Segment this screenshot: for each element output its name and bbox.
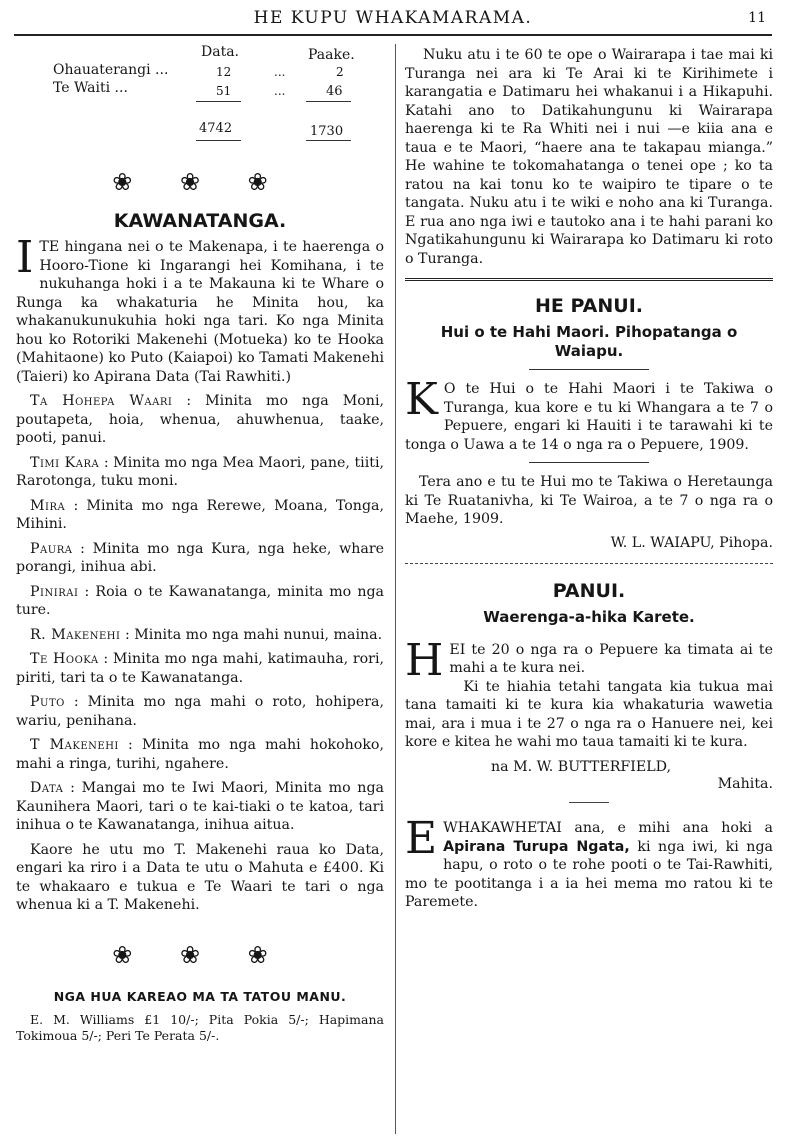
minister-name: T Makenehi xyxy=(30,737,119,753)
kawanatanga-heading: KAWANATANGA. xyxy=(113,210,287,232)
dropcap-letter: E xyxy=(405,813,438,864)
minister-name: Pinirai xyxy=(30,583,79,600)
panui-signature-title: Mahita. xyxy=(717,776,773,792)
kawanatanga-intro xyxy=(16,232,384,386)
minister-entry xyxy=(16,736,384,773)
minister-name: Timi Kara xyxy=(30,454,100,471)
minister-portfolio: : Minita mo nga Mea Maori, pane, tiiti, Rarotonga, tuku moni. xyxy=(16,454,384,489)
sum-rule xyxy=(196,101,241,102)
row-paake: 46 xyxy=(326,84,343,99)
minister-name: Paura xyxy=(30,540,73,557)
total-paake: 1730 xyxy=(310,124,344,139)
he-panui-para2: Tera ano e tu te Hui mo te Takiwa o Heretaunga ki Te Ruatanivha, ki Te Wairoa, a te 7 o nga ra o Maehe, 1909. xyxy=(405,474,773,527)
minister-entry xyxy=(16,392,384,448)
row-dots: ... xyxy=(274,65,286,79)
sum-rule xyxy=(306,101,351,102)
minister-entry xyxy=(16,693,384,730)
total-data: 4742 xyxy=(199,121,233,136)
section-rule xyxy=(405,563,773,564)
he-panui-signature: W. L. WAIAPU, Pihopa. xyxy=(610,534,773,551)
minister-entry xyxy=(16,497,384,534)
minister-entry xyxy=(16,583,384,620)
dropcap-letter: I xyxy=(16,232,34,283)
row-name: Te Waiti ... xyxy=(53,80,128,96)
right-column xyxy=(405,46,773,912)
minister-name: Te Hooka xyxy=(30,651,99,667)
page-header xyxy=(14,8,772,36)
panui-signature-name: na M. W. BUTTERFIELD, xyxy=(491,758,671,775)
page-number: 11 xyxy=(748,10,766,26)
left-column xyxy=(16,44,384,1044)
minister-entry xyxy=(16,626,384,645)
minister-portfolio: : Minita mo nga mahi, katimauha, rori, piriti, tari ta o te Kawanatanga. xyxy=(16,651,384,686)
row-paake: 2 xyxy=(336,65,344,79)
manu-heading: NGA HUA KAREAO MA TA TATOU MANU. xyxy=(53,988,347,1004)
whakawhetai-notice xyxy=(405,813,773,912)
minister-entry xyxy=(16,454,384,491)
flower-ornament: ❀ ❀ ❀ xyxy=(112,168,288,196)
page-title: HE KUPU WHAKAMARAMA. xyxy=(253,8,533,28)
minister-portfolio: : Roia o te Kawanatanga, minita mo nga ture. xyxy=(16,583,384,618)
notice-bold-name: Apirana Turupa Ngata, xyxy=(443,838,630,855)
row-name: Ohauaterangi ... xyxy=(53,62,169,78)
minister-portfolio: : Mangai mo te Iwi Maori, Minita mo nga Kaunihera Maori, tari o te kai-tiaki o te katoa, tari inihua o te Kawanatanga, inihua aitua. xyxy=(16,780,384,833)
minister-name: R. Makenehi xyxy=(30,626,121,643)
para-text: EI te 20 o nga ra o Pepuere ka timata ai te mahi a te kura nei. xyxy=(449,641,773,676)
minister-name: Ta Hohepa Waari xyxy=(30,393,173,409)
short-rule xyxy=(529,369,649,370)
short-rule xyxy=(529,462,649,463)
minister-portfolio: : Minita mo nga Rerewe, Moana, Tonga, Mihini. xyxy=(16,497,384,532)
minister-portfolio: : Minita mo nga Kura, nga heke, whare porangi, inihua abi. xyxy=(16,540,385,575)
minister-portfolio: : Minita mo nga mahi o roto, hohipera, wariu, penihana. xyxy=(16,694,384,729)
dropcap-letter: K xyxy=(405,374,438,425)
wairarapa-article: Nuku atu i te 60 te ope o Wairarapa i tae mai ki Turanga nei ara ki Te Arai ki te Kirihimete i karangatia e Datimaru hei whakanui i a Hikapuhi. Katahi ano to Datikahungunu ki Wairarapa haerenga ki te Ra Whiti nei i nui —e kiia ana e taua e te Maori, “haere ana te takapau mianga.” He wahine te tokomahatanga o tenei ope ; ko ta ratou na kai tonu ko te waipiro te tipare o te tangata. Nuku atu i te wiki e noho ana ki Turanga. E rua ano nga iwi e tautoko ana i te hahi parani ko Ngatikahungunu ki Wairarapa ko Datimaru ki roto o Turanga. xyxy=(405,47,773,267)
minister-entry xyxy=(16,779,384,835)
panui-subheading: Waerenga-a-hika Karete. xyxy=(483,607,695,626)
row-data: 12 xyxy=(216,65,232,79)
minister-portfolio: : Minita mo nga mahi hokohoko, mahi a ringa, turihi, ngahere. xyxy=(16,737,384,772)
total-rule xyxy=(196,140,241,141)
total-rule xyxy=(306,140,351,141)
minister-entry xyxy=(16,540,384,577)
he-panui-subheading: Hui o te Hahi Maori. Pihopatanga o Waiapu. xyxy=(440,323,738,360)
minister-portfolio: : Minita mo nga mahi nunui, maina. xyxy=(124,626,383,643)
tally-table xyxy=(16,44,384,152)
he-panui-para1 xyxy=(405,374,773,454)
notice-lead: WHAKAWHETAI ana, e mihi ana hoki a xyxy=(443,820,773,836)
minister-name: Puto xyxy=(30,694,65,710)
manu-text: E. M. Williams £1 10/-; Pita Pokia 5/-; Hapimana Tokimoua 5/-; Peri Te Perata 5/-. xyxy=(16,1011,384,1043)
minister-entry xyxy=(16,650,384,687)
he-panui-heading: HE PANUI. xyxy=(535,295,643,317)
spacer xyxy=(405,627,773,641)
para-text: O te Hui o te Hahi Maori i te Takiwa o Turanga, kua kore e tu ki Whangara a te 7 o Pepuere, engari ki Hauiti i te tarawahi ki te tonga o Uawa a te 14 o nga ra o Pepuere, 1909. xyxy=(405,381,773,453)
column-divider xyxy=(395,44,396,1134)
row-data: 51 xyxy=(216,84,232,98)
panui-heading: PANUI. xyxy=(552,579,626,602)
panui-para2: Ki te hiahia tetahi tangata kia tukua mai tana tamaiti ki te kura kia whakaturia wawetia mai, ara i mua i te 27 o nga ra o Hanuere nei, kei kore e kitea he wahi mo taua tamaiti ki te kura. xyxy=(405,678,773,750)
flower-ornament: ❀ ❀ ❀ xyxy=(112,940,288,969)
minister-name: Data xyxy=(30,780,64,796)
short-rule xyxy=(569,802,609,803)
intro-text: TE hingana nei o te Makenapa, i te haerenga o Hooro-Tione ki Ingarangi hei Komihana, i te nukuhanga hoki i a te Makauna ki te Whare o Runga ka whakaturia he Minita hou, ka whakanukunukuhia hoki nga tari. Ko nga Minita hou ko Rotoriki Makenehi (Motueka) ko te Hooka (Mahitaone) ko Puto (Kaiapoi) ko Tamati Makenehi (Taieri) ko Apirana Data (Tai Rawhiti.) xyxy=(16,239,384,385)
col-header-data: Data. xyxy=(201,44,239,60)
notice-rest: ki nga iwi, ki nga hapu, o roto o te rohe pooti o te Tai-Rawhiti, mo te pootitanga i a ia hei mema mo ratou ki te Paremete. xyxy=(405,838,773,910)
row-dots: ... xyxy=(274,84,286,98)
section-rule xyxy=(405,278,773,281)
minister-portfolio: : Minita mo nga Moni, poutapeta, hoia, whenua, ahuwhenua, taake, pooti, panui. xyxy=(16,393,384,446)
col-header-paake: Paake. xyxy=(308,47,355,63)
minister-name: Mira xyxy=(30,497,66,514)
dropcap-letter: H xyxy=(405,634,444,686)
panui-para1 xyxy=(405,634,773,686)
kawanatanga-closing: Kaore he utu mo T. Makenehi raua ko Data, engari ka riro i a Data te utu o Mahuta e £400. Ki te whakaaro e tukua e Te Waari te tari o nga whenua ki a T. Makenehi. xyxy=(16,841,384,913)
